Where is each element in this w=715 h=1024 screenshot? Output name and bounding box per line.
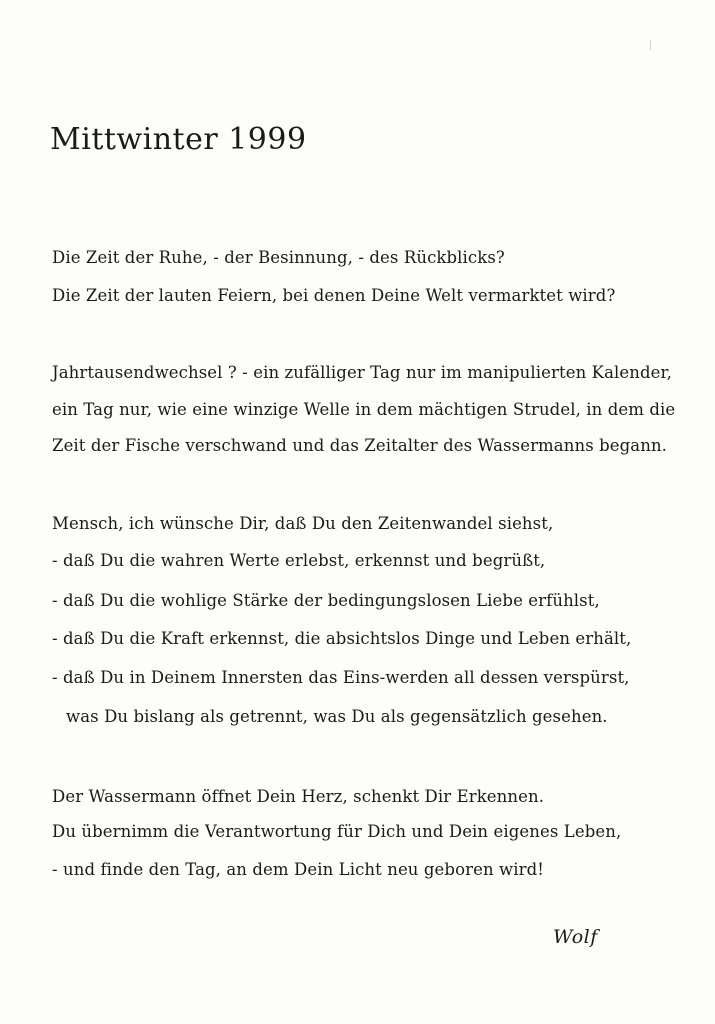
poem-line: - daß Du die wohlige Stärke der bedingungslosen Liebe erfühlst, [52, 591, 600, 610]
poem-line: - daß Du die wahren Werte erlebst, erkennst und begrüßt, [52, 551, 546, 570]
poem-line: Der Wassermann öffnet Dein Herz, schenkt Dir Erkennen. [52, 787, 545, 806]
poem-line: Du übernimm die Verantwortung für Dich und Dein eigenes Leben, [52, 822, 622, 841]
poem-line: Jahrtausendwechsel ? - ein zufälliger Tag nur im manipulierten Kalender, [52, 363, 673, 382]
poem-line: Die Zeit der Ruhe, - der Besinnung, - des Rückblicks? [52, 248, 505, 267]
poem-title: Mittwinter 1999 [50, 122, 307, 157]
poem-line: ein Tag nur, wie eine winzige Welle in dem mächtigen Strudel, in dem die [52, 400, 676, 419]
scan-speck [650, 40, 651, 50]
author-signature: Wolf [553, 926, 598, 948]
poem-line: - daß Du die Kraft erkennst, die absichtslos Dinge und Leben erhält, [52, 629, 632, 648]
poem-line: Mensch, ich wünsche Dir, daß Du den Zeitenwandel siehst, [52, 514, 554, 533]
poem-line: Die Zeit der lauten Feiern, bei denen Deine Welt vermarktet wird? [52, 286, 616, 305]
poem-line: Zeit der Fische verschwand und das Zeitalter des Wassermanns begann. [52, 436, 668, 455]
poem-line: was Du bislang als getrennt, was Du als gegensätzlich gesehen. [66, 707, 608, 726]
poem-line: - und finde den Tag, an dem Dein Licht neu geboren wird! [52, 860, 545, 879]
poem-line: - daß Du in Deinem Innersten das Eins-werden all dessen verspürst, [52, 668, 630, 687]
